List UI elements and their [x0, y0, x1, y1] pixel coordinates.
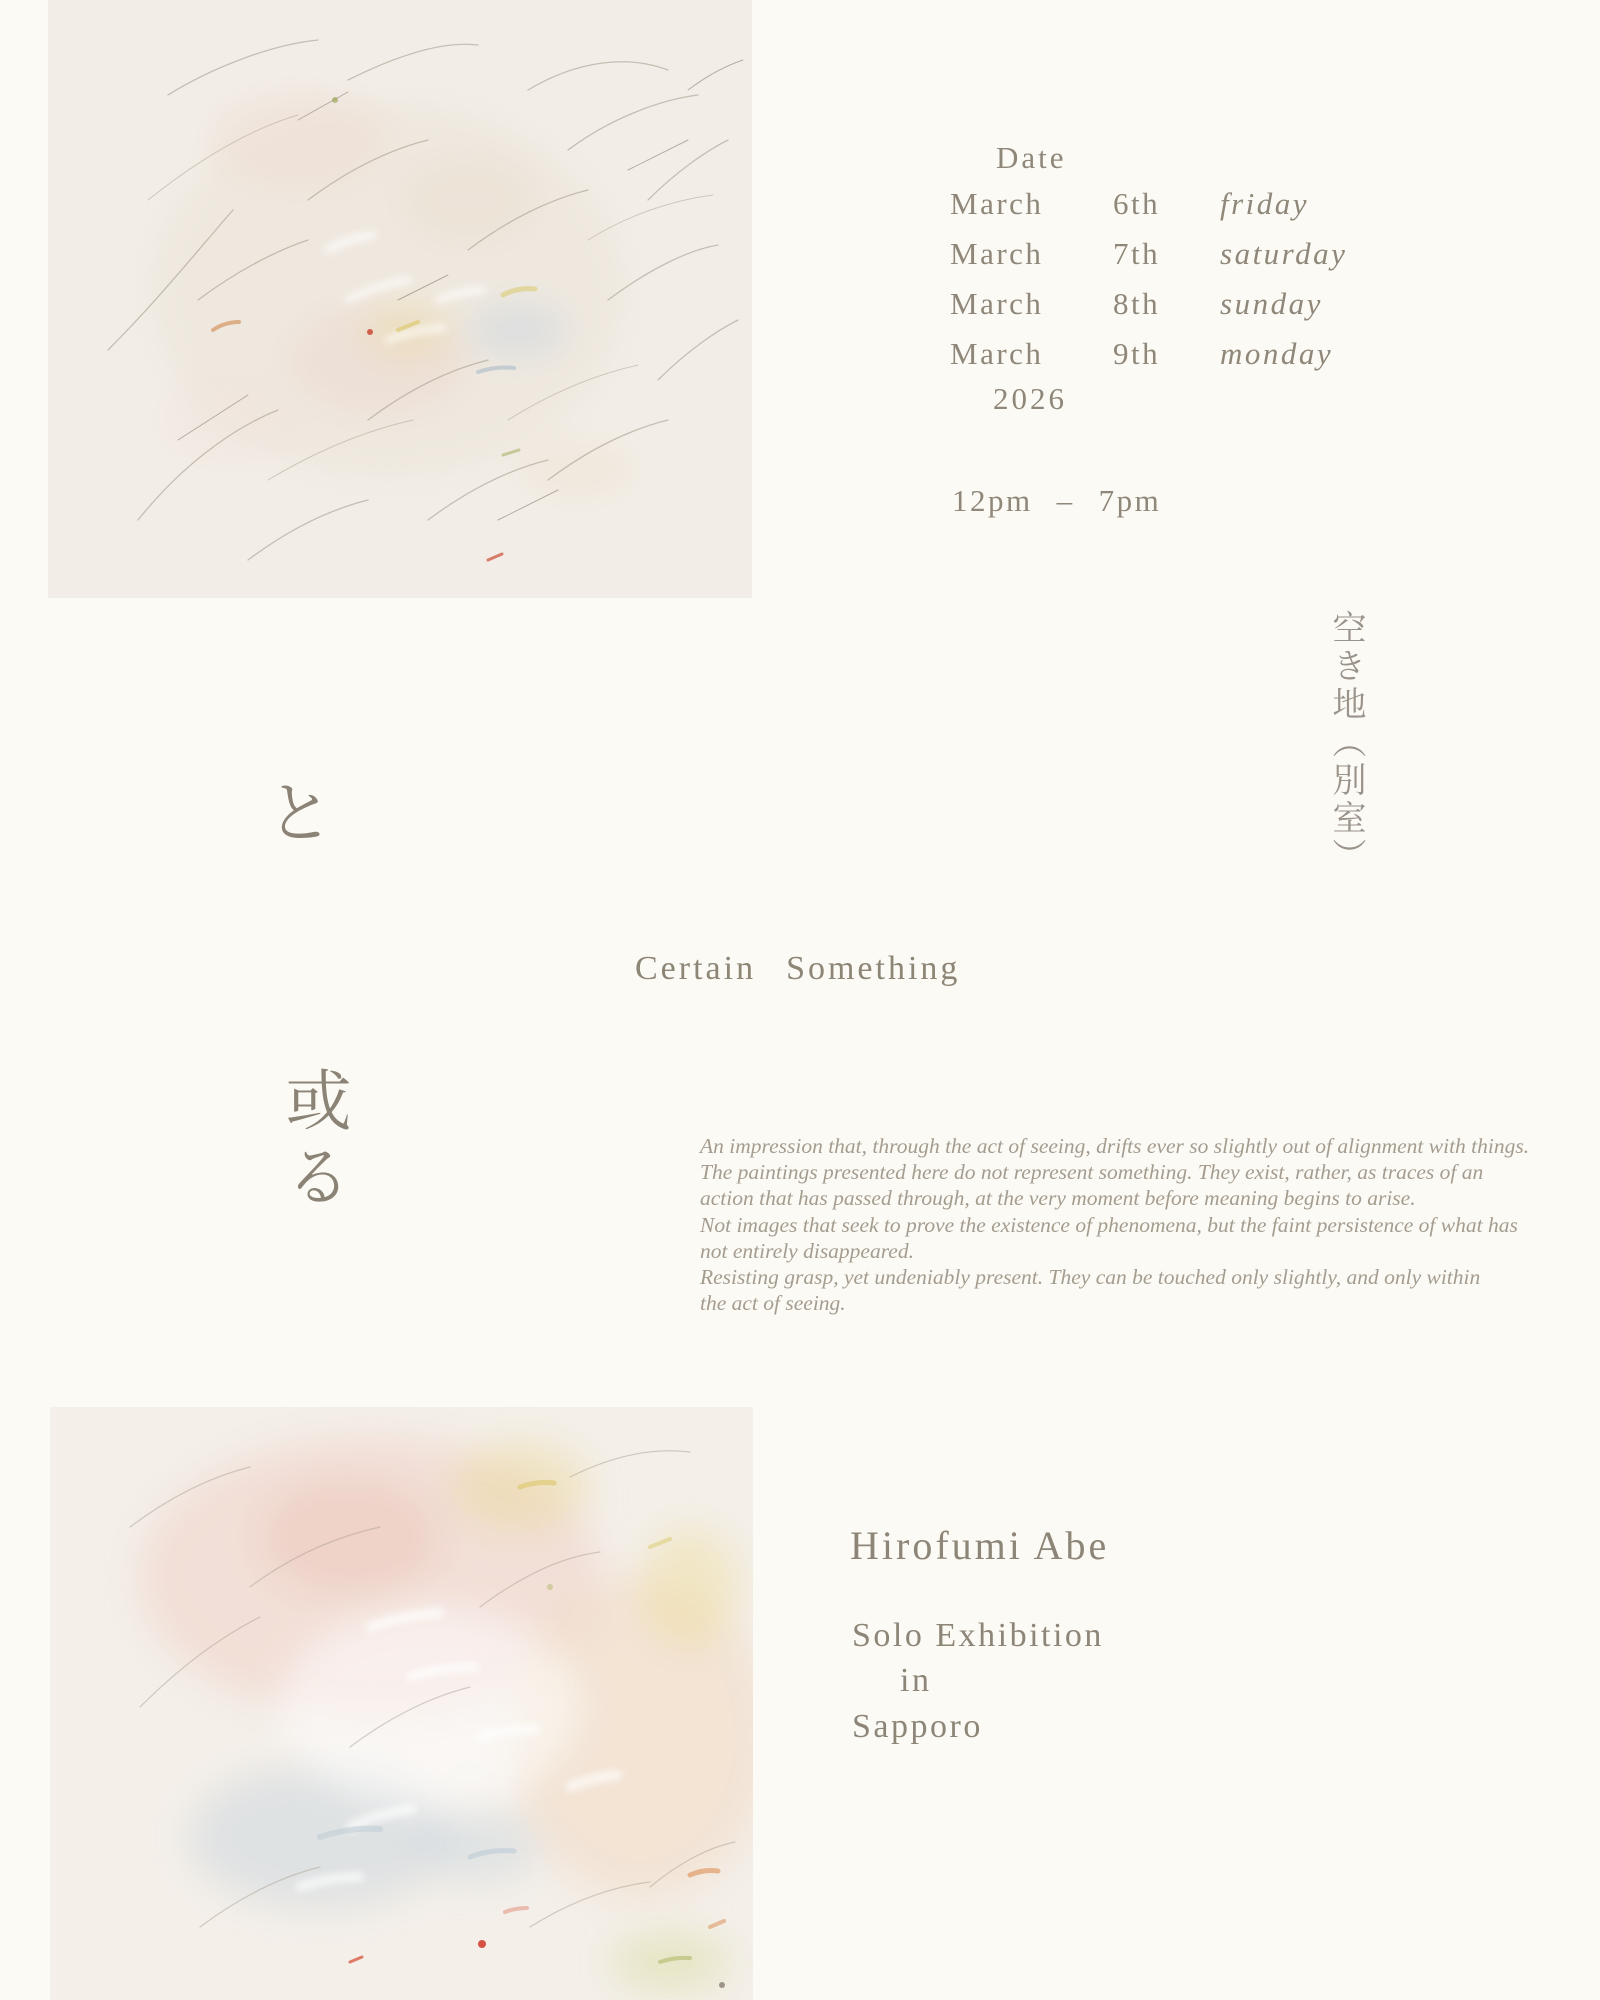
- statement-line: The paintings presented here do not represent something. They exist, rather, as traces of an: [700, 1160, 1484, 1185]
- date-row: [950, 186, 1309, 222]
- date-day: 6th: [1113, 186, 1161, 221]
- exhibition-city: Sapporo: [852, 1708, 983, 1745]
- date-month: March: [950, 186, 1044, 221]
- abstract-painting-bottom: [50, 1407, 753, 2000]
- artist-statement: [700, 1133, 1600, 1316]
- time-start: 12pm: [952, 483, 1033, 518]
- date-day: 9th: [1113, 336, 1161, 371]
- date-weekday: monday: [1220, 336, 1334, 371]
- artist-name: Hirofumi Abe: [850, 1523, 1110, 1568]
- time-dash: –: [1056, 483, 1075, 518]
- year-label: 2026: [993, 381, 1067, 416]
- exhibition-title-en: [635, 950, 960, 988]
- title-word-certain: Certain: [635, 950, 757, 987]
- statement-line: An impression that, through the act of seeing, drifts ever so slightly out of alignment with things.: [700, 1134, 1530, 1158]
- date-day: 8th: [1113, 286, 1161, 321]
- title-jp-word: 或る: [275, 1066, 348, 1218]
- time-end: 7pm: [1098, 483, 1162, 518]
- statement-line: the act of seeing.: [700, 1291, 846, 1316]
- statement-line: not entirely disappeared.: [700, 1238, 914, 1263]
- statement-line: Not images that seek to prove the existence of phenomena, but the faint persistence of what has: [700, 1212, 1518, 1237]
- date-weekday: friday: [1220, 186, 1310, 221]
- abstract-painting-top: [48, 0, 752, 598]
- exhibition-preposition: in: [900, 1662, 932, 1699]
- date-row: [950, 336, 1333, 372]
- statement-line: Resisting grasp, yet undeniably present. They can be touched only slightly, and only within: [700, 1265, 1481, 1290]
- time-range: [952, 483, 1161, 519]
- date-row: [950, 286, 1323, 322]
- exhibition-type: Solo Exhibition: [852, 1617, 1104, 1654]
- date-month: March: [950, 236, 1044, 271]
- date-weekday: sunday: [1220, 286, 1323, 321]
- date-month: March: [950, 286, 1044, 321]
- date-day: 7th: [1113, 236, 1161, 271]
- statement-line: action that has passed through, at the very moment before meaning begins to arise.: [700, 1186, 1416, 1211]
- date-month: March: [950, 336, 1044, 371]
- date-weekday: saturday: [1220, 236, 1348, 271]
- date-heading: Date: [996, 140, 1067, 175]
- title-word-something: Something: [786, 950, 961, 987]
- title-jp-particle: と: [267, 778, 333, 851]
- date-row: [950, 236, 1347, 272]
- venue-vertical-text: 空き地（別室）: [1327, 610, 1365, 876]
